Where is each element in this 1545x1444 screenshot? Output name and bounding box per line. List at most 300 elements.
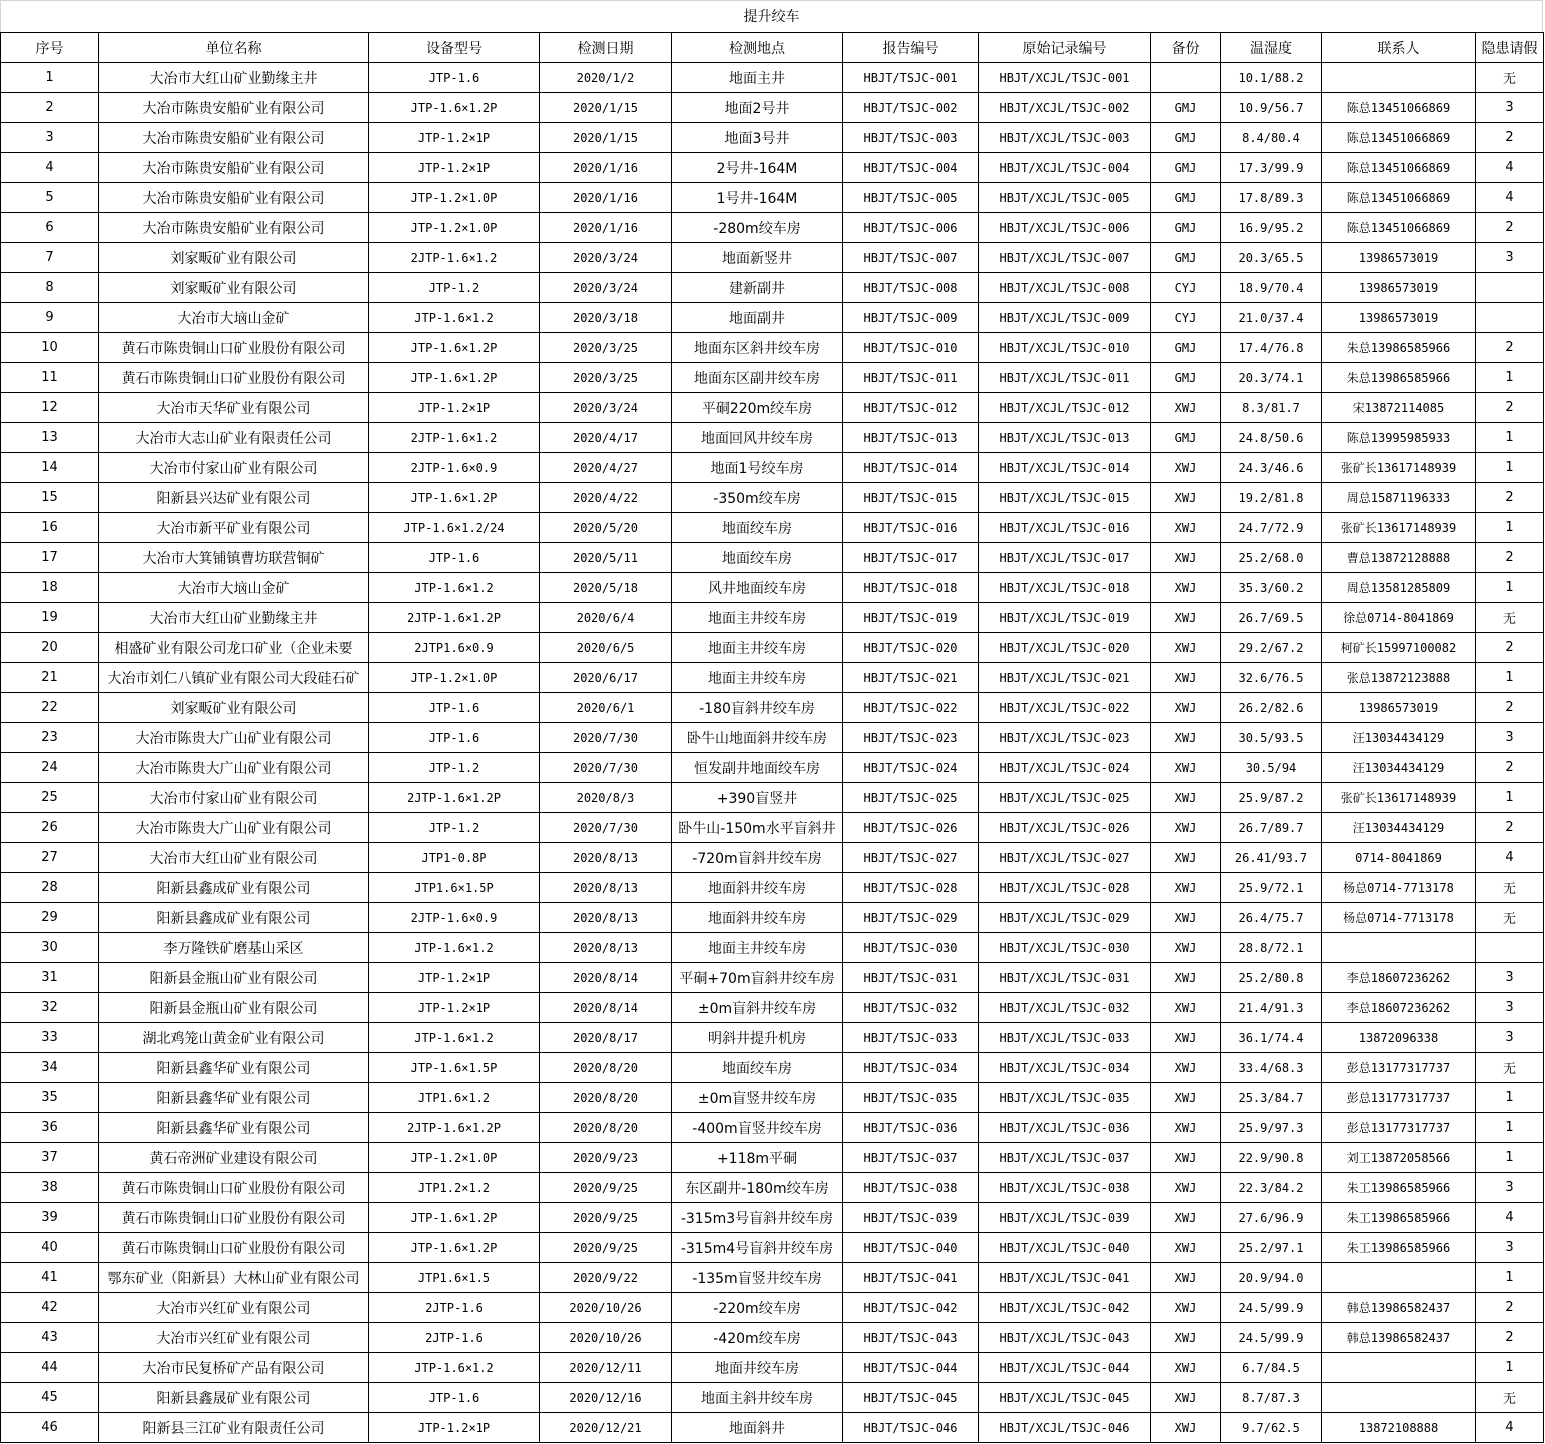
cell-date[interactable]: 2020/9/22	[540, 1263, 672, 1293]
cell-location[interactable]: 地面绞车房	[672, 1053, 843, 1083]
cell-report-no[interactable]: HBJT/TSJC-009	[843, 303, 979, 333]
cell-model[interactable]: JTP-1.2	[369, 753, 540, 783]
cell-contact[interactable]: 陈总13451066869	[1322, 213, 1476, 243]
cell-company[interactable]: 相盛矿业有限公司龙口矿业（企业未要	[99, 633, 369, 663]
cell-date[interactable]: 2020/8/20	[540, 1083, 672, 1113]
cell-backup[interactable]: XWJ	[1151, 903, 1221, 933]
cell-location[interactable]: +390盲竖井	[672, 783, 843, 813]
cell-contact[interactable]: 刘工13872058566	[1322, 1143, 1476, 1173]
cell-company[interactable]: 大冶市大志山矿业有限责任公司	[99, 423, 369, 453]
cell-report-no[interactable]: HBJT/TSJC-022	[843, 693, 979, 723]
cell-location[interactable]: 地面主斜井绞车房	[672, 1383, 843, 1413]
cell-report-no[interactable]: HBJT/TSJC-033	[843, 1023, 979, 1053]
cell-index[interactable]: 28	[1, 873, 99, 903]
cell-company[interactable]: 大冶市大垴山金矿	[99, 303, 369, 333]
cell-model[interactable]: JTP-1.6×1.2P	[369, 363, 540, 393]
cell-contact[interactable]: 周总13581285809	[1322, 573, 1476, 603]
cell-hazard[interactable]: 1	[1476, 783, 1544, 813]
cell-date[interactable]: 2020/10/26	[540, 1293, 672, 1323]
cell-hazard[interactable]: 2	[1476, 753, 1544, 783]
cell-date[interactable]: 2020/8/14	[540, 963, 672, 993]
cell-hazard[interactable]: 2	[1476, 693, 1544, 723]
cell-record-no[interactable]: HBJT/XCJL/TSJC-035	[979, 1083, 1151, 1113]
cell-location[interactable]: -315m3号盲斜井绞车房	[672, 1203, 843, 1233]
cell-record-no[interactable]: HBJT/XCJL/TSJC-041	[979, 1263, 1151, 1293]
cell-date[interactable]: 2020/9/25	[540, 1233, 672, 1263]
cell-date[interactable]: 2020/6/1	[540, 693, 672, 723]
cell-report-no[interactable]: HBJT/TSJC-008	[843, 273, 979, 303]
cell-contact[interactable]: 杨总0714-7713178	[1322, 873, 1476, 903]
cell-date[interactable]: 2020/8/13	[540, 843, 672, 873]
cell-backup[interactable]: XWJ	[1151, 753, 1221, 783]
cell-record-no[interactable]: HBJT/XCJL/TSJC-023	[979, 723, 1151, 753]
cell-location[interactable]: 地面主井绞车房	[672, 933, 843, 963]
cell-report-no[interactable]: HBJT/TSJC-038	[843, 1173, 979, 1203]
cell-location[interactable]: 卧牛山-150m水平盲斜井	[672, 813, 843, 843]
cell-model[interactable]: JTP-1.2×1.0P	[369, 213, 540, 243]
cell-temp-humidity[interactable]: 36.1/74.4	[1221, 1023, 1322, 1053]
cell-temp-humidity[interactable]: 30.5/94	[1221, 753, 1322, 783]
cell-location[interactable]: -280m绞车房	[672, 213, 843, 243]
cell-company[interactable]: 阳新县鑫晟矿业有限公司	[99, 1383, 369, 1413]
cell-temp-humidity[interactable]: 17.8/89.3	[1221, 183, 1322, 213]
cell-temp-humidity[interactable]: 19.2/81.8	[1221, 483, 1322, 513]
cell-contact[interactable]: 杨总0714-7713178	[1322, 903, 1476, 933]
cell-model[interactable]: JTP-1.2×1P	[369, 993, 540, 1023]
cell-date[interactable]: 2020/12/11	[540, 1353, 672, 1383]
cell-backup[interactable]: GMJ	[1151, 213, 1221, 243]
cell-location[interactable]: 地面斜井	[672, 1413, 843, 1443]
cell-date[interactable]: 2020/1/16	[540, 213, 672, 243]
cell-date[interactable]: 2020/1/16	[540, 183, 672, 213]
cell-backup[interactable]: XWJ	[1151, 1383, 1221, 1413]
cell-contact[interactable]: 13872096338	[1322, 1023, 1476, 1053]
cell-report-no[interactable]: HBJT/TSJC-043	[843, 1323, 979, 1353]
cell-location[interactable]: 地面绞车房	[672, 513, 843, 543]
cell-company[interactable]: 大冶市大红山矿业有限公司	[99, 843, 369, 873]
cell-hazard[interactable]: 2	[1476, 1323, 1544, 1353]
column-header[interactable]: 单位名称	[99, 33, 369, 63]
cell-backup[interactable]: CYJ	[1151, 273, 1221, 303]
cell-company[interactable]: 大冶市陈贵大广山矿业有限公司	[99, 753, 369, 783]
cell-report-no[interactable]: HBJT/TSJC-036	[843, 1113, 979, 1143]
cell-backup[interactable]: XWJ	[1151, 633, 1221, 663]
cell-model[interactable]: JTP-1.2	[369, 273, 540, 303]
cell-model[interactable]: JTP-1.6×1.2P	[369, 1203, 540, 1233]
cell-location[interactable]: -220m绞车房	[672, 1293, 843, 1323]
cell-model[interactable]: JTP1.2×1.2	[369, 1173, 540, 1203]
cell-contact[interactable]: 汪13034434129	[1322, 753, 1476, 783]
cell-model[interactable]: JTP-1.6×1.2	[369, 1353, 540, 1383]
cell-record-no[interactable]: HBJT/XCJL/TSJC-045	[979, 1383, 1151, 1413]
cell-temp-humidity[interactable]: 24.5/99.9	[1221, 1323, 1322, 1353]
cell-index[interactable]: 30	[1, 933, 99, 963]
cell-index[interactable]: 42	[1, 1293, 99, 1323]
cell-date[interactable]: 2020/7/30	[540, 753, 672, 783]
cell-index[interactable]: 34	[1, 1053, 99, 1083]
cell-report-no[interactable]: HBJT/TSJC-014	[843, 453, 979, 483]
cell-temp-humidity[interactable]: 26.2/82.6	[1221, 693, 1322, 723]
cell-record-no[interactable]: HBJT/XCJL/TSJC-029	[979, 903, 1151, 933]
column-header[interactable]: 序号	[1, 33, 99, 63]
cell-backup[interactable]: XWJ	[1151, 603, 1221, 633]
cell-backup[interactable]: GMJ	[1151, 423, 1221, 453]
cell-index[interactable]: 46	[1, 1413, 99, 1443]
cell-model[interactable]: 2JTP-1.6×1.2P	[369, 783, 540, 813]
cell-model[interactable]: 2JTP-1.6×1.2P	[369, 1113, 540, 1143]
cell-location[interactable]: 2号井-164M	[672, 153, 843, 183]
cell-backup[interactable]: XWJ	[1151, 663, 1221, 693]
cell-backup[interactable]: XWJ	[1151, 993, 1221, 1023]
cell-hazard[interactable]: 2	[1476, 333, 1544, 363]
cell-date[interactable]: 2020/4/17	[540, 423, 672, 453]
cell-company[interactable]: 刘家畈矿业有限公司	[99, 693, 369, 723]
cell-contact[interactable]: 13986573019	[1322, 693, 1476, 723]
cell-index[interactable]: 15	[1, 483, 99, 513]
cell-contact[interactable]: 张总13872123888	[1322, 663, 1476, 693]
cell-index[interactable]: 9	[1, 303, 99, 333]
cell-contact[interactable]: 13986573019	[1322, 273, 1476, 303]
cell-backup[interactable]: XWJ	[1151, 693, 1221, 723]
cell-index[interactable]: 27	[1, 843, 99, 873]
cell-date[interactable]: 2020/8/13	[540, 903, 672, 933]
cell-record-no[interactable]: HBJT/XCJL/TSJC-004	[979, 153, 1151, 183]
cell-model[interactable]: JTP-1.2×1.0P	[369, 1143, 540, 1173]
cell-backup[interactable]: XWJ	[1151, 1053, 1221, 1083]
cell-hazard[interactable]: 1	[1476, 1113, 1544, 1143]
cell-hazard[interactable]: 1	[1476, 453, 1544, 483]
cell-record-no[interactable]: HBJT/XCJL/TSJC-016	[979, 513, 1151, 543]
cell-date[interactable]: 2020/5/20	[540, 513, 672, 543]
cell-temp-humidity[interactable]: 17.3/99.9	[1221, 153, 1322, 183]
cell-backup[interactable]: XWJ	[1151, 963, 1221, 993]
cell-contact[interactable]: 陈总13451066869	[1322, 123, 1476, 153]
cell-index[interactable]: 1	[1, 63, 99, 93]
cell-location[interactable]: 地面井绞车房	[672, 1353, 843, 1383]
cell-company[interactable]: 阳新县鑫华矿业有限公司	[99, 1053, 369, 1083]
cell-report-no[interactable]: HBJT/TSJC-027	[843, 843, 979, 873]
cell-temp-humidity[interactable]: 10.9/56.7	[1221, 93, 1322, 123]
cell-company[interactable]: 阳新县鑫华矿业有限公司	[99, 1113, 369, 1143]
cell-date[interactable]: 2020/4/22	[540, 483, 672, 513]
cell-contact[interactable]	[1322, 1353, 1476, 1383]
cell-contact[interactable]: 韩总13986582437	[1322, 1323, 1476, 1353]
cell-company[interactable]: 阳新县兴达矿业有限公司	[99, 483, 369, 513]
cell-backup[interactable]: XWJ	[1151, 1413, 1221, 1443]
cell-contact[interactable]	[1322, 1263, 1476, 1293]
cell-hazard[interactable]: 4	[1476, 183, 1544, 213]
cell-date[interactable]: 2020/8/17	[540, 1023, 672, 1053]
cell-temp-humidity[interactable]: 10.1/88.2	[1221, 63, 1322, 93]
cell-company[interactable]: 大冶市大红山矿业勤缘主井	[99, 603, 369, 633]
cell-temp-humidity[interactable]: 33.4/68.3	[1221, 1053, 1322, 1083]
cell-company[interactable]: 大冶市大红山矿业勤缘主井	[99, 63, 369, 93]
cell-contact[interactable]: 0714-8041869	[1322, 843, 1476, 873]
cell-model[interactable]: JTP-1.6	[369, 543, 540, 573]
cell-backup[interactable]: GMJ	[1151, 333, 1221, 363]
cell-backup[interactable]: XWJ	[1151, 783, 1221, 813]
cell-backup[interactable]: XWJ	[1151, 453, 1221, 483]
cell-report-no[interactable]: HBJT/TSJC-020	[843, 633, 979, 663]
cell-record-no[interactable]: HBJT/XCJL/TSJC-031	[979, 963, 1151, 993]
cell-index[interactable]: 44	[1, 1353, 99, 1383]
cell-date[interactable]: 2020/6/5	[540, 633, 672, 663]
cell-hazard[interactable]: 1	[1476, 1083, 1544, 1113]
cell-record-no[interactable]: HBJT/XCJL/TSJC-012	[979, 393, 1151, 423]
cell-record-no[interactable]: HBJT/XCJL/TSJC-040	[979, 1233, 1151, 1263]
cell-date[interactable]: 2020/1/15	[540, 93, 672, 123]
cell-index[interactable]: 33	[1, 1023, 99, 1053]
cell-hazard[interactable]: 1	[1476, 1263, 1544, 1293]
cell-temp-humidity[interactable]: 22.9/90.8	[1221, 1143, 1322, 1173]
cell-hazard[interactable]	[1476, 933, 1544, 963]
cell-date[interactable]: 2020/3/25	[540, 363, 672, 393]
cell-record-no[interactable]: HBJT/XCJL/TSJC-018	[979, 573, 1151, 603]
cell-index[interactable]: 25	[1, 783, 99, 813]
cell-record-no[interactable]: HBJT/XCJL/TSJC-038	[979, 1173, 1151, 1203]
cell-hazard[interactable]: 1	[1476, 663, 1544, 693]
cell-record-no[interactable]: HBJT/XCJL/TSJC-009	[979, 303, 1151, 333]
cell-backup[interactable]: XWJ	[1151, 723, 1221, 753]
cell-temp-humidity[interactable]: 8.3/81.7	[1221, 393, 1322, 423]
cell-hazard[interactable]: 无	[1476, 63, 1544, 93]
cell-model[interactable]: JTP-1.2×1P	[369, 123, 540, 153]
cell-model[interactable]: 2JTP-1.6×1.2P	[369, 603, 540, 633]
cell-date[interactable]: 2020/12/16	[540, 1383, 672, 1413]
cell-record-no[interactable]: HBJT/XCJL/TSJC-037	[979, 1143, 1151, 1173]
cell-company[interactable]: 大冶市民复桥矿产品有限公司	[99, 1353, 369, 1383]
cell-hazard[interactable]: 4	[1476, 1413, 1544, 1443]
cell-record-no[interactable]: HBJT/XCJL/TSJC-014	[979, 453, 1151, 483]
cell-record-no[interactable]: HBJT/XCJL/TSJC-017	[979, 543, 1151, 573]
cell-location[interactable]: -400m盲竖井绞车房	[672, 1113, 843, 1143]
cell-model[interactable]: JTP-1.6×1.2	[369, 1023, 540, 1053]
cell-index[interactable]: 21	[1, 663, 99, 693]
cell-location[interactable]: ±0m盲竖井绞车房	[672, 1083, 843, 1113]
cell-model[interactable]: 2JTP1.6×0.9	[369, 633, 540, 663]
cell-location[interactable]: 地面1号绞车房	[672, 453, 843, 483]
cell-model[interactable]: 2JTP-1.6	[369, 1323, 540, 1353]
cell-backup[interactable]: GMJ	[1151, 363, 1221, 393]
cell-date[interactable]: 2020/3/18	[540, 303, 672, 333]
cell-index[interactable]: 14	[1, 453, 99, 483]
cell-model[interactable]: JTP-1.2×1P	[369, 153, 540, 183]
column-header[interactable]: 隐患请假	[1476, 33, 1544, 63]
cell-temp-humidity[interactable]: 8.4/80.4	[1221, 123, 1322, 153]
cell-index[interactable]: 17	[1, 543, 99, 573]
cell-index[interactable]: 22	[1, 693, 99, 723]
cell-temp-humidity[interactable]: 29.2/67.2	[1221, 633, 1322, 663]
cell-date[interactable]: 2020/8/13	[540, 933, 672, 963]
cell-company[interactable]: 大冶市陈贵安船矿业有限公司	[99, 183, 369, 213]
cell-backup[interactable]: XWJ	[1151, 843, 1221, 873]
cell-backup[interactable]: XWJ	[1151, 1263, 1221, 1293]
cell-hazard[interactable]: 4	[1476, 843, 1544, 873]
cell-model[interactable]: JTP-1.6×1.2/24	[369, 513, 540, 543]
cell-location[interactable]: 地面3号井	[672, 123, 843, 153]
cell-model[interactable]: 2JTP-1.6	[369, 1293, 540, 1323]
cell-date[interactable]: 2020/1/15	[540, 123, 672, 153]
cell-model[interactable]: JTP-1.2×1P	[369, 963, 540, 993]
cell-temp-humidity[interactable]: 25.9/87.2	[1221, 783, 1322, 813]
cell-hazard[interactable]: 3	[1476, 1233, 1544, 1263]
cell-report-no[interactable]: HBJT/TSJC-044	[843, 1353, 979, 1383]
cell-index[interactable]: 11	[1, 363, 99, 393]
cell-temp-humidity[interactable]: 35.3/60.2	[1221, 573, 1322, 603]
cell-index[interactable]: 8	[1, 273, 99, 303]
cell-contact[interactable]: 陈总13451066869	[1322, 93, 1476, 123]
cell-hazard[interactable]: 无	[1476, 1383, 1544, 1413]
cell-model[interactable]: JTP-1.2×1P	[369, 393, 540, 423]
cell-date[interactable]: 2020/7/30	[540, 723, 672, 753]
cell-model[interactable]: JTP-1.6	[369, 693, 540, 723]
cell-company[interactable]: 大冶市陈贵安船矿业有限公司	[99, 213, 369, 243]
cell-date[interactable]: 2020/7/30	[540, 813, 672, 843]
cell-record-no[interactable]: HBJT/XCJL/TSJC-043	[979, 1323, 1151, 1353]
cell-hazard[interactable]: 2	[1476, 213, 1544, 243]
cell-index[interactable]: 32	[1, 993, 99, 1023]
cell-temp-humidity[interactable]: 32.6/76.5	[1221, 663, 1322, 693]
cell-report-no[interactable]: HBJT/TSJC-003	[843, 123, 979, 153]
cell-model[interactable]: 2JTP-1.6×1.2	[369, 243, 540, 273]
cell-company[interactable]: 李万隆铁矿磨基山采区	[99, 933, 369, 963]
cell-model[interactable]: JTP1.6×1.5P	[369, 873, 540, 903]
cell-company[interactable]: 阳新县金瓶山矿业有限公司	[99, 993, 369, 1023]
cell-report-no[interactable]: HBJT/TSJC-045	[843, 1383, 979, 1413]
cell-contact[interactable]: 朱工13986585966	[1322, 1173, 1476, 1203]
cell-model[interactable]: JTP1-0.8P	[369, 843, 540, 873]
cell-company[interactable]: 黄石市陈贵铜山口矿业股份有限公司	[99, 333, 369, 363]
cell-location[interactable]: 地面主井绞车房	[672, 663, 843, 693]
cell-report-no[interactable]: HBJT/TSJC-006	[843, 213, 979, 243]
cell-contact[interactable]: 陈总13995985933	[1322, 423, 1476, 453]
cell-report-no[interactable]: HBJT/TSJC-002	[843, 93, 979, 123]
cell-location[interactable]: 地面斜井绞车房	[672, 903, 843, 933]
cell-hazard[interactable]: 2	[1476, 633, 1544, 663]
cell-record-no[interactable]: HBJT/XCJL/TSJC-039	[979, 1203, 1151, 1233]
cell-date[interactable]: 2020/10/26	[540, 1323, 672, 1353]
cell-contact[interactable]	[1322, 63, 1476, 93]
cell-record-no[interactable]: HBJT/XCJL/TSJC-005	[979, 183, 1151, 213]
cell-hazard[interactable]: 4	[1476, 1203, 1544, 1233]
cell-model[interactable]: JTP-1.2×1.0P	[369, 183, 540, 213]
cell-record-no[interactable]: HBJT/XCJL/TSJC-026	[979, 813, 1151, 843]
cell-location[interactable]: 地面主井	[672, 63, 843, 93]
cell-company[interactable]: 大冶市陈贵大广山矿业有限公司	[99, 723, 369, 753]
cell-date[interactable]: 2020/8/3	[540, 783, 672, 813]
cell-record-no[interactable]: HBJT/XCJL/TSJC-015	[979, 483, 1151, 513]
cell-contact[interactable]: 李总18607236262	[1322, 993, 1476, 1023]
column-header[interactable]: 设备型号	[369, 33, 540, 63]
cell-temp-humidity[interactable]: 25.9/97.3	[1221, 1113, 1322, 1143]
cell-hazard[interactable]: 1	[1476, 423, 1544, 453]
cell-company[interactable]: 阳新县鑫华矿业有限公司	[99, 1083, 369, 1113]
cell-report-no[interactable]: HBJT/TSJC-021	[843, 663, 979, 693]
cell-date[interactable]: 2020/5/11	[540, 543, 672, 573]
cell-contact[interactable]: 韩总13986582437	[1322, 1293, 1476, 1323]
cell-temp-humidity[interactable]: 20.3/74.1	[1221, 363, 1322, 393]
cell-temp-humidity[interactable]: 17.4/76.8	[1221, 333, 1322, 363]
cell-hazard[interactable]: 3	[1476, 723, 1544, 753]
cell-report-no[interactable]: HBJT/TSJC-040	[843, 1233, 979, 1263]
cell-company[interactable]: 大冶市天华矿业有限公司	[99, 393, 369, 423]
cell-backup[interactable]: XWJ	[1151, 873, 1221, 903]
cell-company[interactable]: 大冶市付家山矿业有限公司	[99, 453, 369, 483]
cell-location[interactable]: -180盲斜井绞车房	[672, 693, 843, 723]
cell-contact[interactable]: 陈总13451066869	[1322, 183, 1476, 213]
cell-backup[interactable]: XWJ	[1151, 1323, 1221, 1353]
cell-report-no[interactable]: HBJT/TSJC-004	[843, 153, 979, 183]
cell-hazard[interactable]: 3	[1476, 1173, 1544, 1203]
cell-location[interactable]: 地面东区斜井绞车房	[672, 333, 843, 363]
cell-index[interactable]: 4	[1, 153, 99, 183]
cell-date[interactable]: 2020/12/21	[540, 1413, 672, 1443]
cell-record-no[interactable]: HBJT/XCJL/TSJC-022	[979, 693, 1151, 723]
cell-hazard[interactable]: 1	[1476, 363, 1544, 393]
cell-temp-humidity[interactable]: 24.7/72.9	[1221, 513, 1322, 543]
cell-temp-humidity[interactable]: 24.8/50.6	[1221, 423, 1322, 453]
cell-location[interactable]: 地面主井绞车房	[672, 603, 843, 633]
cell-contact[interactable]: 汪13034434129	[1322, 813, 1476, 843]
cell-company[interactable]: 阳新县金瓶山矿业有限公司	[99, 963, 369, 993]
cell-location[interactable]: -420m绞车房	[672, 1323, 843, 1353]
cell-index[interactable]: 38	[1, 1173, 99, 1203]
cell-location[interactable]: -350m绞车房	[672, 483, 843, 513]
cell-company[interactable]: 湖北鸡笼山黄金矿业有限公司	[99, 1023, 369, 1053]
cell-record-no[interactable]: HBJT/XCJL/TSJC-044	[979, 1353, 1151, 1383]
cell-date[interactable]: 2020/8/14	[540, 993, 672, 1023]
cell-report-no[interactable]: HBJT/TSJC-028	[843, 873, 979, 903]
cell-index[interactable]: 37	[1, 1143, 99, 1173]
cell-hazard[interactable]: 无	[1476, 873, 1544, 903]
cell-model[interactable]: JTP-1.6×1.2	[369, 933, 540, 963]
cell-record-no[interactable]: HBJT/XCJL/TSJC-001	[979, 63, 1151, 93]
cell-temp-humidity[interactable]: 9.7/62.5	[1221, 1413, 1322, 1443]
cell-date[interactable]: 2020/9/25	[540, 1173, 672, 1203]
cell-temp-humidity[interactable]: 28.8/72.1	[1221, 933, 1322, 963]
column-header[interactable]: 备份	[1151, 33, 1221, 63]
cell-temp-humidity[interactable]: 27.6/96.9	[1221, 1203, 1322, 1233]
cell-record-no[interactable]: HBJT/XCJL/TSJC-046	[979, 1413, 1151, 1443]
cell-date[interactable]: 2020/3/24	[540, 393, 672, 423]
cell-record-no[interactable]: HBJT/XCJL/TSJC-032	[979, 993, 1151, 1023]
cell-company[interactable]: 大冶市兴红矿业有限公司	[99, 1293, 369, 1323]
cell-company[interactable]: 黄石帝洲矿业建设有限公司	[99, 1143, 369, 1173]
cell-model[interactable]: JTP-1.6×1.2P	[369, 1233, 540, 1263]
cell-record-no[interactable]: HBJT/XCJL/TSJC-027	[979, 843, 1151, 873]
cell-hazard[interactable]	[1476, 273, 1544, 303]
cell-company[interactable]: 刘家畈矿业有限公司	[99, 273, 369, 303]
column-header[interactable]: 联系人	[1322, 33, 1476, 63]
column-header[interactable]: 检测地点	[672, 33, 843, 63]
cell-contact[interactable]: 周总15871196333	[1322, 483, 1476, 513]
cell-record-no[interactable]: HBJT/XCJL/TSJC-011	[979, 363, 1151, 393]
cell-model[interactable]: 2JTP-1.6×0.9	[369, 903, 540, 933]
cell-backup[interactable]: GMJ	[1151, 243, 1221, 273]
cell-location[interactable]: 地面副井	[672, 303, 843, 333]
cell-hazard[interactable]: 1	[1476, 1143, 1544, 1173]
cell-model[interactable]: JTP-1.2	[369, 813, 540, 843]
cell-location[interactable]: 1号井-164M	[672, 183, 843, 213]
cell-record-no[interactable]: HBJT/XCJL/TSJC-034	[979, 1053, 1151, 1083]
cell-backup[interactable]: XWJ	[1151, 1083, 1221, 1113]
cell-backup[interactable]: XWJ	[1151, 813, 1221, 843]
cell-model[interactable]: JTP-1.6	[369, 1383, 540, 1413]
cell-location[interactable]: 风井地面绞车房	[672, 573, 843, 603]
cell-company[interactable]: 大冶市陈贵安船矿业有限公司	[99, 123, 369, 153]
cell-location[interactable]: -135m盲竖井绞车房	[672, 1263, 843, 1293]
cell-contact[interactable]: 朱总13986585966	[1322, 333, 1476, 363]
